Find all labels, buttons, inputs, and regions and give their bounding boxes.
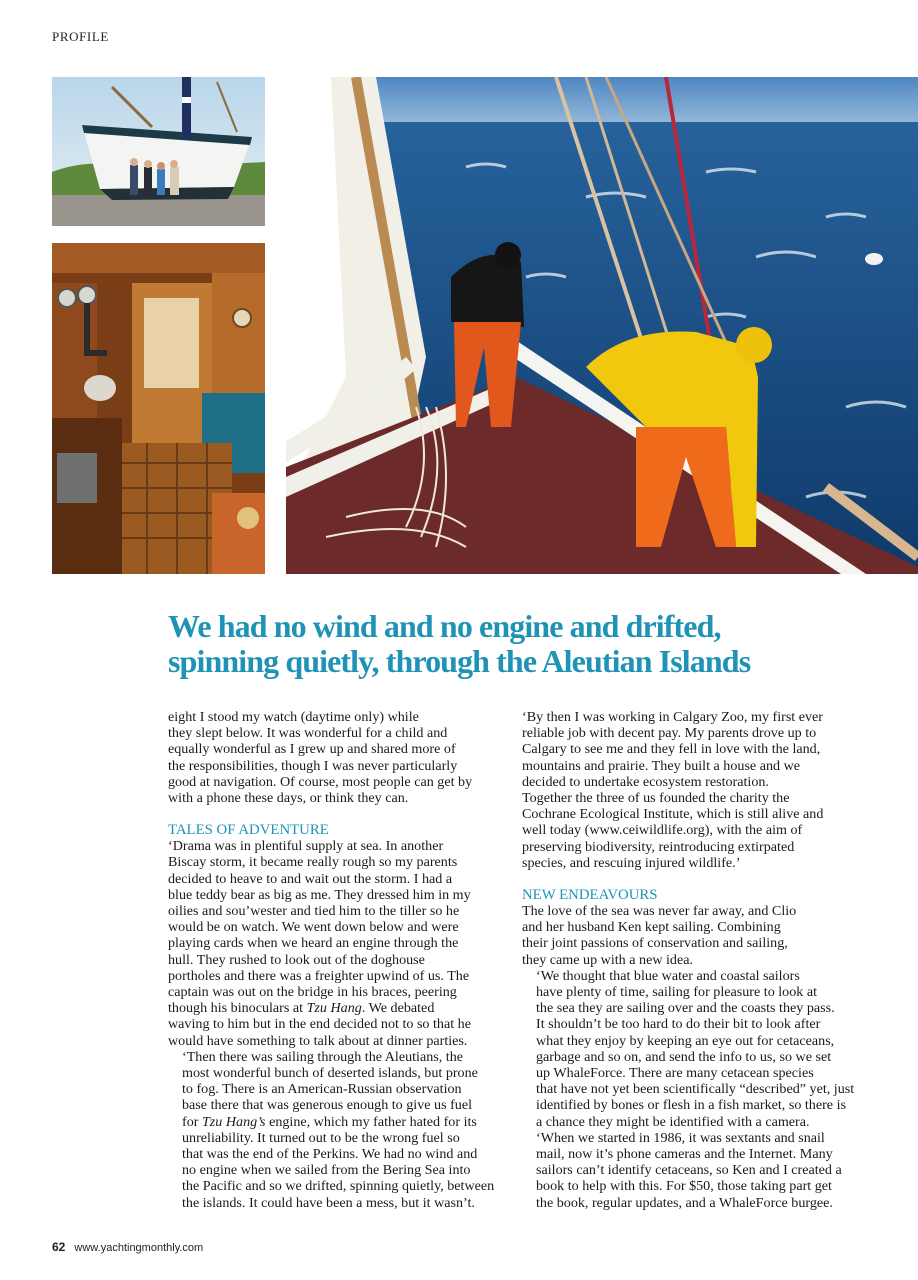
text-line: ‘By then I was working in Calgary Zoo, my first ever — [522, 709, 823, 725]
text-line: It shouldn’t be too hard to do their bit to look after — [536, 1016, 821, 1033]
text-line: blue teddy bear as big as me. They dressed him in my — [168, 886, 471, 903]
text-line: mail, now it’s phone cameras and the Internet. Many — [536, 1146, 833, 1163]
text-line: species, and rescuing injured wildlife.’ — [522, 854, 741, 871]
text-line: and her husband Ken kept sailing. Combining — [522, 919, 781, 936]
text-line: would be on watch. We went down below and were — [168, 919, 459, 936]
photo-boat-on-hardstanding — [52, 77, 265, 226]
text-line: they came up with a new idea. — [522, 951, 694, 968]
text-fragment: though his binoculars at — [168, 1000, 307, 1017]
text-line: would have something to talk about at dinner parties. — [168, 1032, 468, 1049]
text-line — [168, 1000, 508, 1016]
paragraph-1986 — [522, 1130, 862, 1211]
text-line: sailors can’t identify cetaceans, so Ken and I created a — [536, 1162, 842, 1179]
text-line: equally wonderful as I grew up and shared more of — [168, 741, 456, 758]
text-line: portholes and there was a freighter upwind of us. The — [168, 967, 470, 984]
text-line: good at navigation. Of course, most people can get by — [168, 773, 473, 790]
pull-quote-line-1: We had no wind and no engine and drifted, — [168, 608, 721, 644]
text-line — [168, 1114, 508, 1130]
text-line: they slept below. It was wonderful for a child and — [168, 725, 448, 742]
pull-quote-line-2: spinning quietly, through the Aleutian Islands — [168, 643, 751, 679]
text-line: a chance they might be identified with a camera. — [536, 1113, 810, 1130]
paragraph-aleutians — [168, 1049, 508, 1211]
text-line: oilies and sou’wester and tied him to the tiller so he — [168, 903, 460, 920]
boat-name-italic: Tzu Hang’s — [201, 1113, 266, 1130]
text-line: hull. They rushed to look out of the doghouse — [168, 951, 425, 968]
footer-site-url: www.yachtingmonthly.com — [74, 1242, 204, 1254]
page-footer — [52, 1240, 203, 1254]
text-line: playing cards when we heard an engine through the — [168, 935, 459, 952]
article-column-right — [522, 709, 862, 1211]
text-line: their joint passions of conservation and sailing, — [522, 935, 788, 952]
text-line: ‘Then there was sailing through the Aleutians, the — [182, 1048, 464, 1065]
paragraph-love-of-sea — [522, 903, 862, 968]
text-line: identified by bones or flesh in a fish market, so there is — [536, 1097, 846, 1114]
text-line: decided to heave to and wait out the storm. I had a — [168, 870, 453, 887]
text-line: the book, regular updates, and a WhaleForce burgee. — [536, 1194, 833, 1211]
text-line: Calgary to see me and they fell in love with the land, — [522, 741, 821, 758]
boat-name-text: PESCADOR — [110, 131, 144, 137]
photo-crew-on-foredeck — [286, 77, 918, 574]
paragraph-calgary — [522, 709, 862, 871]
text-line: book to help with this. For $50, those taking part get — [536, 1178, 832, 1195]
text-line: what they enjoy by keeping an eye out for cetaceans, — [536, 1032, 835, 1049]
text-line: that have not yet been scientifically “described” yet, just — [536, 1081, 855, 1098]
boat-name-italic: Tzu Hang — [306, 1000, 362, 1017]
text-line: have plenty of time, sailing for pleasure to look at — [536, 984, 818, 1001]
text-line: waving to him but in the end decided not to so that he — [168, 1016, 471, 1033]
text-line: most wonderful bunch of deserted islands, but prone — [182, 1065, 478, 1082]
article-column-left — [168, 709, 508, 1211]
text-line: the islands. It could have been a mess, but it wasn’t. — [182, 1194, 475, 1211]
text-line: captain was out on the bridge in his braces, peering — [168, 984, 457, 1001]
text-fragment: for — [182, 1113, 202, 1130]
text-line: ‘We thought that blue water and coastal sailors — [536, 967, 800, 984]
text-line: preserving biodiversity, reintroducing extirpated — [522, 838, 795, 855]
paragraph-whaleforce — [522, 968, 862, 1130]
text-line: well today (www.ceiwildlife.org), with the aim of — [522, 822, 803, 839]
text-line: ‘When we started in 1986, it was sextants and snail — [536, 1129, 825, 1146]
text-line: base there that was generous enough to give us fuel — [182, 1097, 473, 1114]
text-line: that was the end of the Perkins. We had no wind and — [182, 1146, 478, 1163]
text-line: reliable job with decent pay. My parents drove up to — [522, 725, 817, 742]
text-line: unreliability. It turned out to be the wrong fuel so — [182, 1129, 460, 1146]
pull-quote — [168, 609, 868, 679]
text-line: Cochrane Ecological Institute, which is still alive and — [522, 806, 824, 823]
text-line: The love of the sea was never far away, and Clio — [522, 903, 797, 920]
section-label: PROFILE — [52, 29, 109, 44]
text-fragment: . We debated — [361, 1000, 435, 1017]
text-line: with a phone these days, or think they can. — [168, 790, 409, 807]
text-line: eight I stood my watch (daytime only) while — [168, 709, 419, 725]
text-line: the responsibilities, though I was never particularly — [168, 757, 458, 774]
paragraph-drama — [168, 838, 508, 1049]
page-number: 62 — [52, 1240, 66, 1254]
subhead-new-endeavours: NEW ENDEAVOURS — [522, 887, 658, 904]
text-line: ‘Drama was in plentiful supply at sea. In another — [168, 838, 444, 855]
text-line: to fog. There is an American-Russian observation — [182, 1081, 462, 1098]
paragraph-watch — [168, 709, 508, 806]
text-line: no engine when we sailed from the Bering Sea into — [182, 1162, 471, 1179]
text-line: Biscay storm, it became really rough so my parents — [168, 854, 458, 871]
text-line: up WhaleForce. There are many cetacean species — [536, 1065, 814, 1082]
subhead-tales-of-adventure: TALES OF ADVENTURE — [168, 822, 329, 839]
text-fragment: engine, which my father hated for its — [265, 1113, 477, 1130]
text-line: Together the three of us founded the charity the — [522, 790, 790, 807]
text-line: the sea they are sailing over and the coasts they pass. — [536, 1000, 835, 1017]
photo-cabin-interior — [52, 243, 265, 574]
text-line: garbage and so on, and send the info to us, so we set — [536, 1048, 832, 1065]
text-line: decided to undertake ecosystem restoration. — [522, 773, 769, 790]
text-line: mountains and prairie. They built a house and we — [522, 757, 801, 774]
text-line: the Pacific and so we drifted, spinning quietly, between — [182, 1178, 495, 1195]
